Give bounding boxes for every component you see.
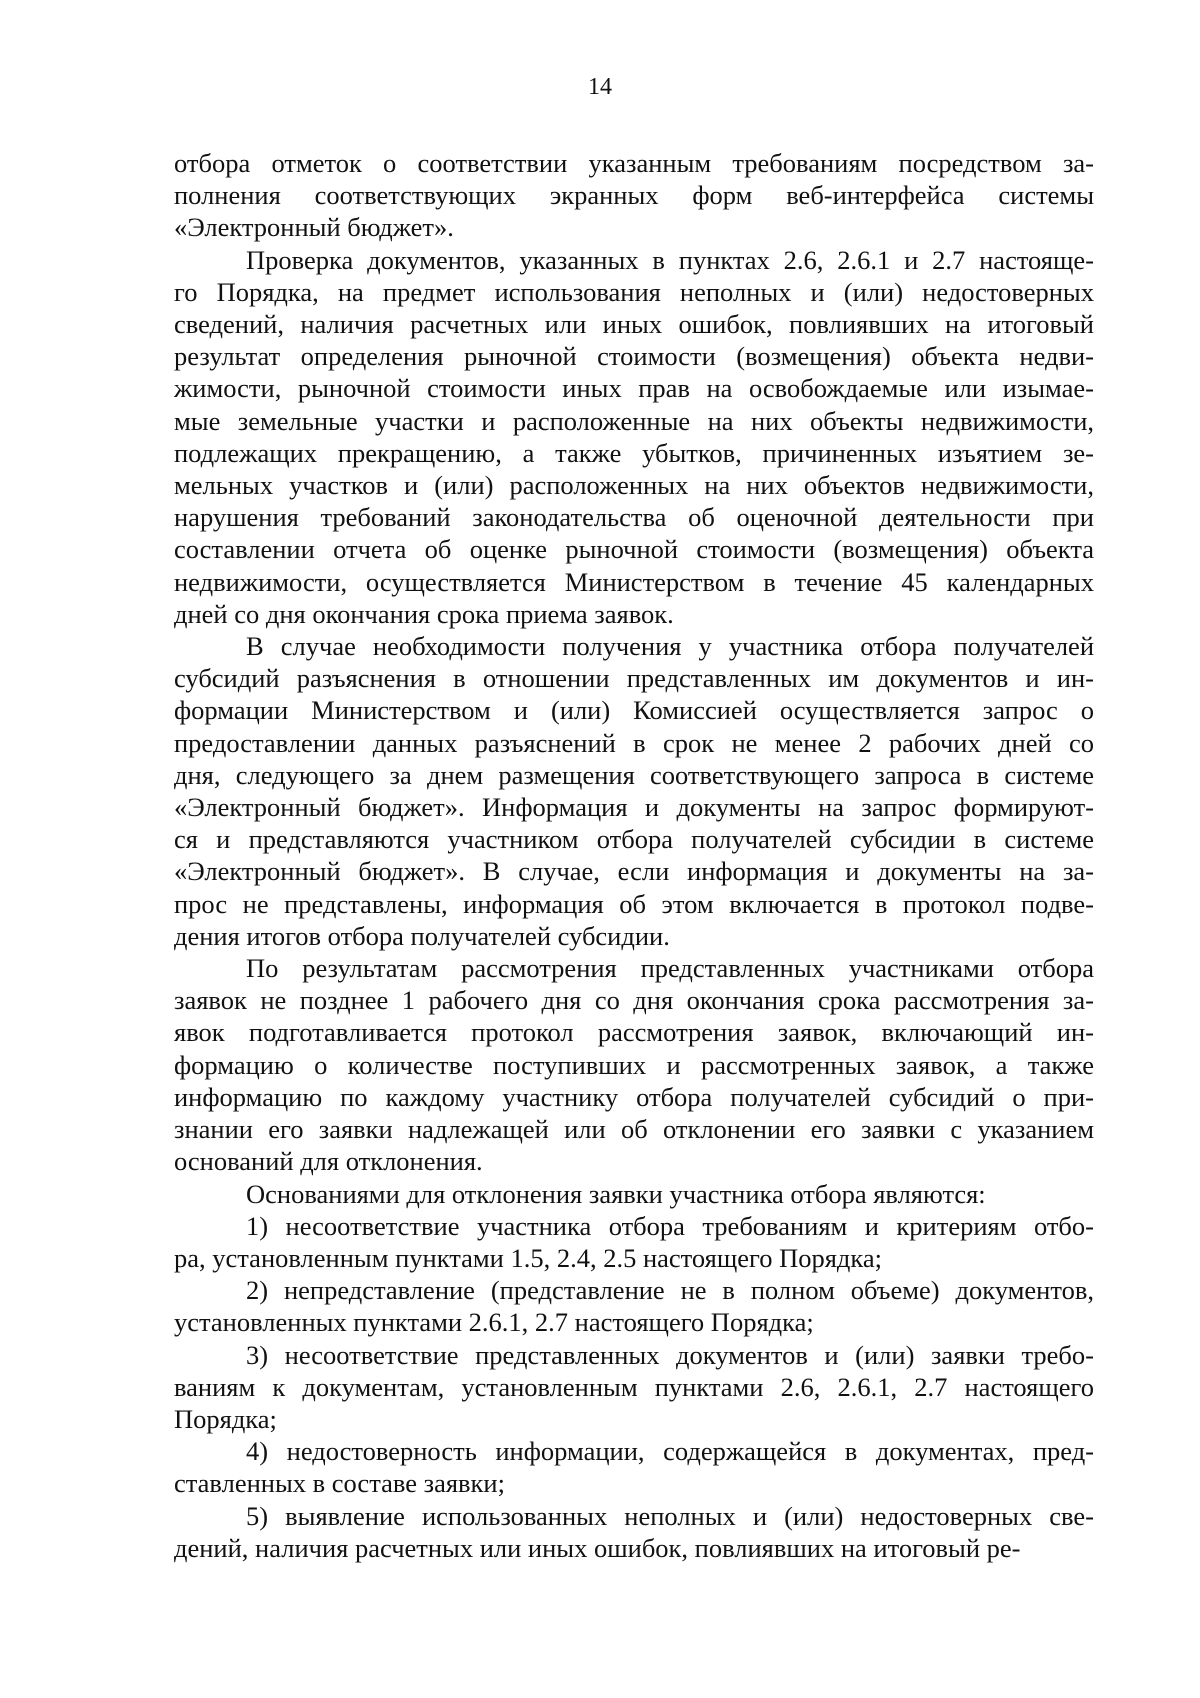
text-line: Проверка документов, указанных в пунктах 2.6, 2.6.1 и 2.7 настояще- [246, 244, 1094, 275]
text-line: ваниям к документам, установленным пунктами 2.6, 2.6.1, 2.7 настоящего [174, 1371, 1094, 1402]
text-line: явок подготавливается протокол рассмотрения заявок, включающий ин- [174, 1017, 1094, 1048]
text-line: дений, наличия расчетных или иных ошибок, повлиявших на итоговый ре- [174, 1532, 1021, 1563]
text-line: жимости, рыночной стоимости иных прав на освобождаемые или изымае- [174, 373, 1094, 404]
text-line: составлении отчета об оценке рыночной стоимости (возмещения) объекта [174, 534, 1094, 565]
text-line: ра, установленным пунктами 1.5, 2.4, 2.5 настоящего Порядка; [174, 1242, 882, 1273]
text-line: 1) несоответствие участника отбора требованиям и критериям отбо- [246, 1210, 1094, 1241]
paragraph-p9 [174, 1435, 1094, 1499]
text-line: результат определения рыночной стоимости (возмещения) объекта недви- [174, 341, 1094, 372]
text-line: «Электронный бюджет». [174, 212, 454, 243]
text-line: дней со дня окончания срока приема заявок. [174, 598, 674, 629]
text-line: информацию по каждому участнику отбора получателей субсидий о при- [174, 1081, 1094, 1112]
paragraph-p5 [174, 1178, 1094, 1210]
paragraph-p1 [174, 147, 1094, 244]
text-line: нарушения требований законодательства об оценочной деятельности при [174, 502, 1094, 533]
text-line: знании его заявки надлежащей или об отклонении его заявки с указанием [174, 1114, 1094, 1145]
text-line: го Порядка, на предмет использования неполных и (или) недостоверных [174, 276, 1094, 307]
text-line: В случае необходимости получения у участника отбора получателей [246, 631, 1094, 662]
text-line: «Электронный бюджет». Информация и документы на запрос формируют- [174, 792, 1094, 823]
text-line: Порядка; [174, 1403, 277, 1434]
paragraph-p4 [174, 952, 1094, 1177]
paragraph-p10 [174, 1500, 1094, 1564]
text-line: мые земельные участки и расположенные на них объекты недвижимости, [174, 405, 1094, 436]
text-line: прос не представлены, информация об этом включается в протокол подве- [174, 888, 1094, 919]
text-line: дения итогов отбора получателей субсидии. [174, 920, 670, 951]
page-number: 14 [588, 74, 612, 100]
text-line: предоставлении данных разъяснений в срок не менее 2 рабочих дней со [174, 727, 1094, 758]
text-line: заявок не позднее 1 рабочего дня со дня окончания срока рассмотрения за- [174, 985, 1094, 1016]
paragraph-p2 [174, 244, 1094, 630]
text-line: 2) непредставление (представление не в полном объеме) документов, [246, 1275, 1094, 1306]
text-line: Основаниями для отклонения заявки участника отбора являются: [246, 1178, 986, 1209]
text-line: полнения соответствующих экранных форм веб-интерфейса системы [174, 180, 1094, 211]
text-line: мельных участков и (или) расположенных на них объектов недвижимости, [174, 470, 1094, 501]
text-line: дня, следующего за днем размещения соответствующего запроса в системе [174, 759, 1094, 790]
text-line: 5) выявление использованных неполных и (или) недостоверных све- [246, 1500, 1094, 1531]
paragraph-p8 [174, 1339, 1094, 1436]
text-line: оснований для отклонения. [174, 1146, 483, 1177]
text-line: 4) недостоверность информации, содержащейся в документах, пред- [246, 1436, 1094, 1467]
text-line: подлежащих прекращению, а также убытков, причиненных изъятием зе- [174, 437, 1094, 468]
text-line: субсидий разъяснения в отношении представленных им документов и ин- [174, 663, 1094, 694]
text-line: «Электронный бюджет». В случае, если информация и документы на за- [174, 856, 1094, 887]
text-line: ся и представляются участником отбора получателей субсидии в системе [174, 824, 1094, 855]
paragraph-p3 [174, 630, 1094, 952]
text-line: недвижимости, осуществляется Министерством в течение 45 календарных [174, 566, 1094, 597]
text-line: 3) несоответствие представленных документов и (или) заявки требо- [246, 1339, 1094, 1370]
text-line: По результатам рассмотрения представленных участниками отбора [246, 953, 1094, 984]
text-line: отбора отметок о соответствии указанным требованиям посредством за- [174, 148, 1094, 178]
text-line: сведений, наличия расчетных или иных ошибок, повлиявших на итоговый [174, 309, 1094, 340]
document-body [174, 147, 1094, 1564]
text-line: установленных пунктами 2.6.1, 2.7 настоящего Порядка; [174, 1307, 814, 1338]
text-line: формации Министерством и (или) Комиссией осуществляется запрос о [174, 695, 1094, 726]
paragraph-p6 [174, 1210, 1094, 1274]
text-line: ставленных в составе заявки; [174, 1468, 505, 1499]
text-line: формацию о количестве поступивших и рассмотренных заявок, а также [174, 1049, 1094, 1080]
paragraph-p7 [174, 1274, 1094, 1338]
